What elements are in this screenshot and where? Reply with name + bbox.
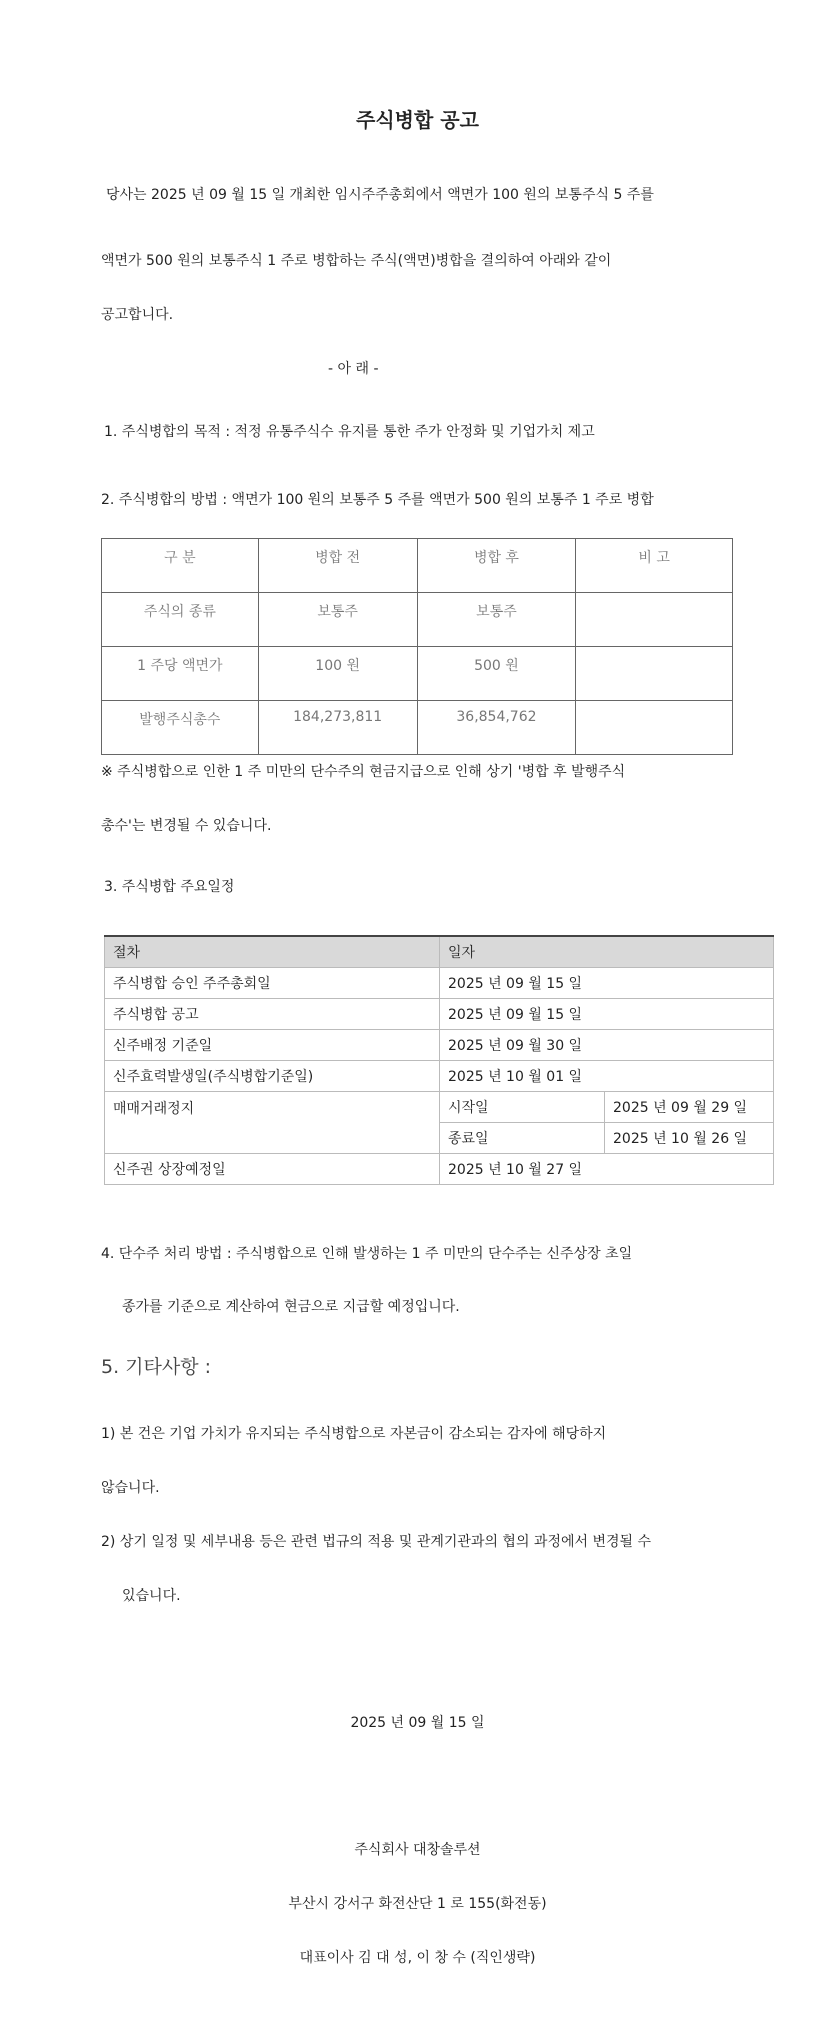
table-cell: 100 원 — [258, 647, 417, 701]
table-row — [105, 1092, 774, 1123]
notice-date: 2025 년 09 월 15 일 — [350, 1715, 485, 1731]
table-row — [105, 968, 774, 999]
intro-line-3: 공고합니다. — [101, 307, 174, 323]
table-cell: 1 주당 액면가 — [102, 647, 259, 701]
trading-halt-end-label: 종료일 — [440, 1123, 605, 1154]
intro-line-2: 액면가 500 원의 보통주식 1 주로 병합하는 주식(액면)병합을 결의하여 아래와 같이 — [101, 253, 612, 269]
table-header-cell: 비 고 — [576, 539, 733, 593]
etc-1-line-1: 1) 본 건은 기업 가치가 유지되는 주식병합으로 자본금이 감소되는 감자에 해당하지 — [101, 1426, 607, 1442]
table-cell — [576, 701, 733, 755]
table-row — [105, 999, 774, 1030]
table-cell: 주식병합 공고 — [105, 999, 440, 1030]
table-row — [105, 1030, 774, 1061]
below-heading: - 아 래 - — [328, 361, 379, 377]
table-cell: 2025 년 09 월 15 일 — [440, 999, 774, 1030]
table-header-cell: 구 분 — [102, 539, 259, 593]
table-cell: 신주권 상장예정일 — [105, 1154, 440, 1185]
table-cell: 보통주 — [258, 593, 417, 647]
etc-2-line-2: 있습니다. — [122, 1588, 181, 1604]
table-cell: 500 원 — [417, 647, 576, 701]
ceo-line: 대표이사 김 대 성, 이 창 수 (직인생략) — [299, 1950, 536, 1966]
table-cell: 발행주식총수 — [102, 701, 259, 755]
item-4-line-1: 4. 단수주 처리 방법 : 주식병합으로 인해 발생하는 1 주 미만의 단수주는 신주상장 초일 — [101, 1246, 633, 1262]
table-row — [102, 593, 733, 647]
table-cell: 2025 년 09 월 30 일 — [440, 1030, 774, 1061]
table-header-cell: 일자 — [440, 936, 774, 968]
merger-comparison-table — [101, 538, 733, 755]
table-header-cell: 병합 전 — [258, 539, 417, 593]
table-cell: 주식의 종류 — [102, 593, 259, 647]
item-2-method: 2. 주식병합의 방법 : 액면가 100 원의 보통주 5 주를 액면가 500 원의 보통주 1 주로 병합 — [101, 492, 654, 508]
table-row — [102, 701, 733, 755]
item-1-purpose: 1. 주식병합의 목적 : 적정 유통주식수 유지를 통한 주가 안정화 및 기업가치 제고 — [104, 424, 595, 440]
table-cell: 신주배정 기준일 — [105, 1030, 440, 1061]
trading-halt-start-label: 시작일 — [440, 1092, 605, 1123]
trading-halt-label: 매매거래정지 — [105, 1092, 440, 1154]
company-name: 주식회사 대창솔루션 — [354, 1842, 481, 1858]
table-cell: 주식병합 승인 주주총회일 — [105, 968, 440, 999]
intro-line-1: 당사는 2025 년 09 월 15 일 개최한 임시주주총회에서 액면가 100 원의 보통주식 5 주를 — [106, 187, 654, 203]
table-row — [105, 936, 774, 968]
table-cell: 보통주 — [417, 593, 576, 647]
etc-2-line-1: 2) 상기 일정 및 세부내용 등은 관련 법규의 적용 및 관계기관과의 협의 과정에서 변경될 수 — [101, 1534, 652, 1550]
table-cell: 2025 년 10 월 01 일 — [440, 1061, 774, 1092]
item-3-schedule: 3. 주식병합 주요일정 — [104, 879, 235, 895]
table-row — [102, 647, 733, 701]
table-header-cell: 절차 — [105, 936, 440, 968]
item-4-line-2: 종가를 기준으로 계산하여 현금으로 지급할 예정입니다. — [122, 1299, 460, 1315]
table-cell — [576, 593, 733, 647]
item-5-heading: 5. 기타사항 : — [101, 1356, 212, 1378]
table-cell: 신주효력발생일(주식병합기준일) — [105, 1061, 440, 1092]
table-row — [105, 1061, 774, 1092]
note-line-1: ※ 주식병합으로 인한 1 주 미만의 단수주의 현금지급으로 인해 상기 '병합 후 발행주식 — [101, 764, 626, 780]
table-cell: 2025 년 10 월 27 일 — [440, 1154, 774, 1185]
schedule-table — [104, 935, 774, 1185]
trading-halt-end-date: 2025 년 10 월 26 일 — [605, 1123, 774, 1154]
table-row — [105, 1154, 774, 1185]
trading-halt-start-date: 2025 년 09 월 29 일 — [605, 1092, 774, 1123]
table-cell: 184,273,811 — [258, 701, 417, 755]
company-address: 부산시 강서구 화전산단 1 로 155(화전동) — [288, 1896, 547, 1912]
table-cell: 2025 년 09 월 15 일 — [440, 968, 774, 999]
etc-1-line-2: 않습니다. — [101, 1480, 160, 1496]
table-row — [102, 539, 733, 593]
note-line-2: 총수'는 변경될 수 있습니다. — [101, 818, 272, 834]
table-header-cell: 병합 후 — [417, 539, 576, 593]
table-cell: 36,854,762 — [417, 701, 576, 755]
page-title: 주식병합 공고 — [356, 108, 479, 132]
table-cell — [576, 647, 733, 701]
